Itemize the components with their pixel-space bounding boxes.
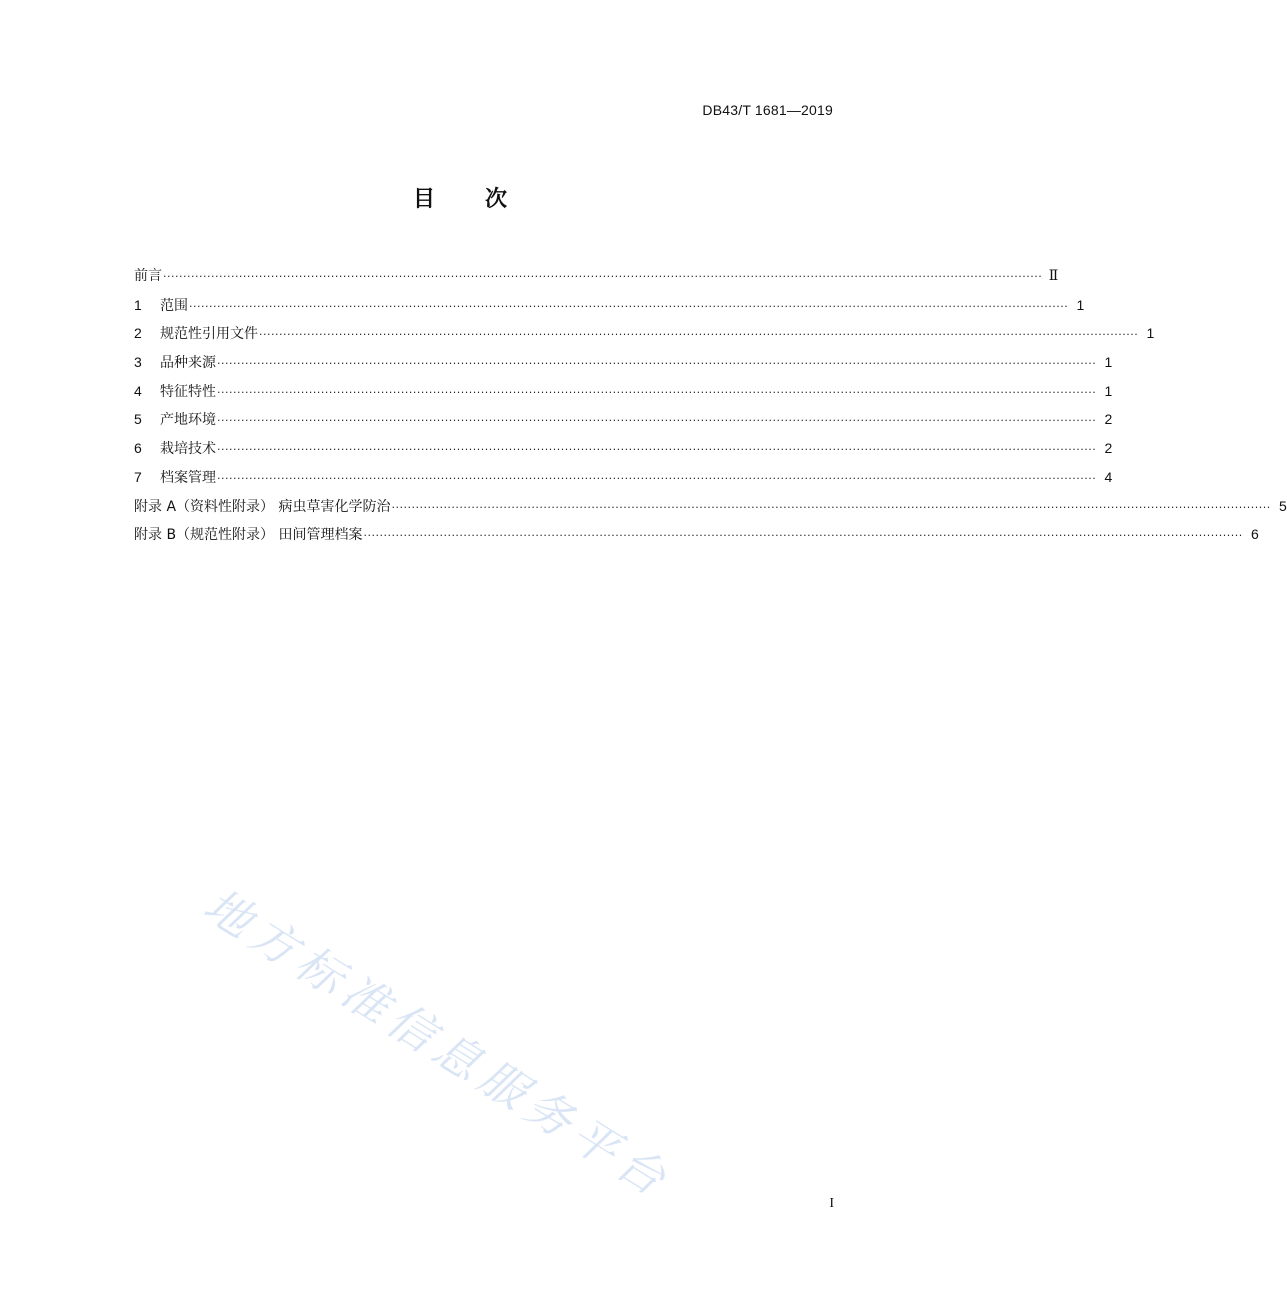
toc-entry-label: 7 档案管理 <box>134 468 216 486</box>
toc-entry-page: Ⅱ <box>1048 269 1059 284</box>
page-number: I <box>829 1196 834 1211</box>
toc-entry-page: 5 <box>1278 497 1287 514</box>
dot-leader: ···························································································································································································································· <box>259 328 1139 342</box>
toc-entry-label: 4 特征特性 <box>134 382 216 400</box>
toc-entry-normative-references[interactable] <box>134 319 1155 348</box>
toc-entry-records[interactable] <box>134 463 1113 492</box>
dot-leader: ···························································································································································································································· <box>163 270 1043 283</box>
toc-entry-page: 1 <box>1104 382 1113 399</box>
toc-entry-label: 2 规范性引用文件 <box>134 325 258 343</box>
toc-entry-appendix-a[interactable] <box>134 492 1287 521</box>
toc-entry-label: 6 栽培技术 <box>134 440 216 458</box>
dot-leader: ···························································································································································································································· <box>217 443 1097 457</box>
title-char-1: 目 <box>412 187 435 212</box>
dot-leader: ···························································································································································································································· <box>217 471 1097 485</box>
toc-entry-characteristics[interactable] <box>134 377 1113 406</box>
toc-entry-appendix-b[interactable] <box>134 520 1259 549</box>
toc-entry-label: 前言 <box>134 268 162 284</box>
toc-entry-page: 2 <box>1104 440 1113 457</box>
toc-entry-label: 1 范围 <box>134 296 188 314</box>
toc-entry-variety-source[interactable] <box>134 348 1113 377</box>
toc-entry-page: 6 <box>1250 526 1259 543</box>
toc-entry-page: 1 <box>1076 296 1085 313</box>
standard-code: DB43/T 1681—2019 <box>702 102 833 118</box>
toc-entry-label: 5 产地环境 <box>134 411 216 429</box>
dot-leader: ···························································································································································································································· <box>217 357 1097 371</box>
dot-leader: ···························································································································································································································· <box>217 414 1097 428</box>
toc-entry-page: 1 <box>1146 325 1155 342</box>
table-of-contents <box>134 262 1287 549</box>
toc-entry-page: 4 <box>1104 468 1113 485</box>
dot-leader: ···························································································································································································································· <box>363 529 1243 543</box>
toc-entry-label: 3 品种来源 <box>134 354 216 372</box>
toc-entry-label: 附录 B（规范性附录） 田间管理档案 <box>134 527 363 544</box>
toc-entry-page: 1 <box>1104 354 1113 371</box>
toc-entry-environment[interactable] <box>134 405 1113 434</box>
dot-leader: ···························································································································································································································· <box>391 500 1271 514</box>
page-title <box>0 182 920 213</box>
toc-entry-page: 2 <box>1104 411 1113 428</box>
dot-leader: ···························································································································································································································· <box>189 299 1069 313</box>
toc-entry-scope[interactable] <box>134 291 1085 320</box>
toc-entry-label: 附录 A（资料性附录） 病虫草害化学防治 <box>134 498 391 515</box>
toc-entry-preface[interactable] <box>134 262 1059 291</box>
watermark: 地方标准信息服务平台 <box>194 877 682 1210</box>
toc-entry-cultivation[interactable] <box>134 434 1113 463</box>
title-char-2: 次 <box>485 187 508 212</box>
dot-leader: ···························································································································································································································· <box>217 385 1097 399</box>
